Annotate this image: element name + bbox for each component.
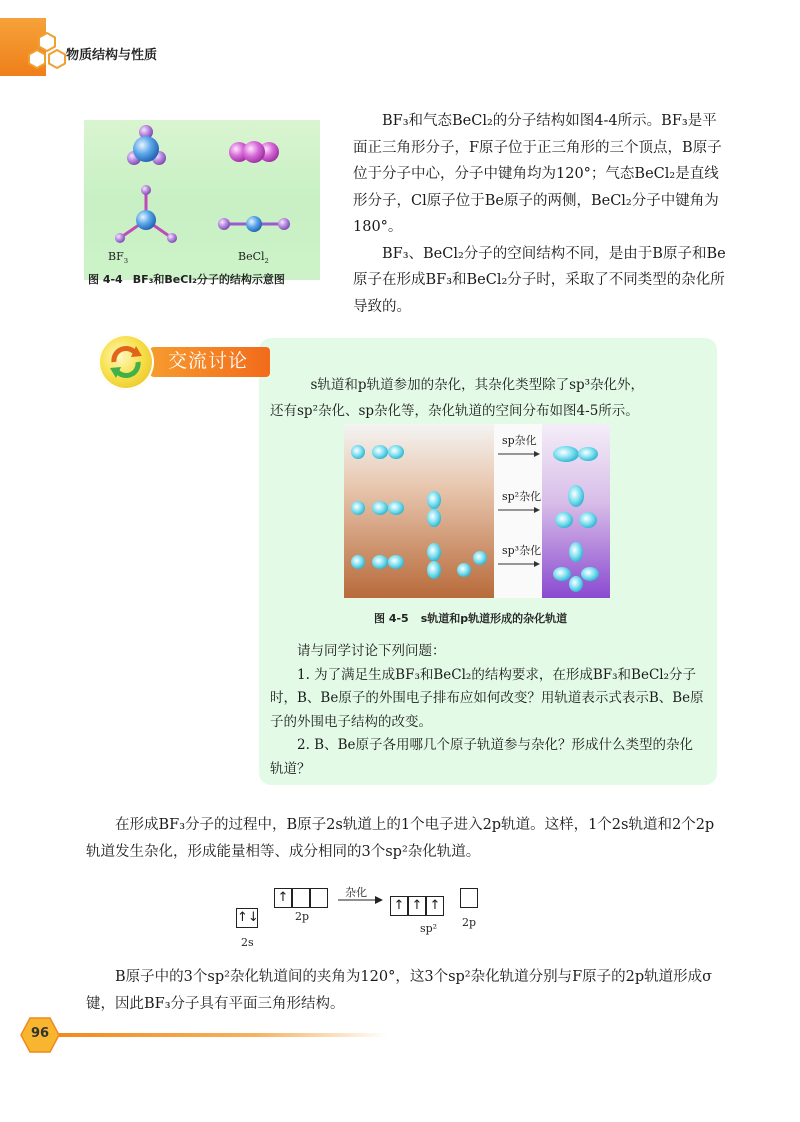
discussion-questions <box>270 640 706 781</box>
intro-paragraph-1: BF₃和气态BeCl₂的分子结构如图4-4所示。BF₃是平面正三角形分子，F原子位于正三角形的三个顶点，B原子位于分子中心，分子中键角均为120°；气态BeCl₂是直线形分子，Cl原子位于Be原子的两侧，BeCl₂分子中键角为180°。 <box>353 113 722 235</box>
orbital-box-2p-right <box>460 888 478 908</box>
discussion-prompt: 请与同学讨论下列问题： <box>297 643 446 659</box>
orbital-box-sp2-3: ↑ <box>426 896 444 916</box>
figure-4-5-image <box>344 424 610 598</box>
orbital-box-2p-2 <box>292 888 310 908</box>
label-2p-left: 2p <box>295 910 310 923</box>
question-1: 1. 为了满足生成BF₃和BeCl₂的结构要求，在形成BF₃和BeCl₂分子时，B、Be原子的外围电子排布应如何改变？用轨道表示式表示B、Be原子的外围电子结构的改变。 <box>270 666 704 730</box>
body-paragraph-1: 在形成BF₃分子的过程中，B原子2s轨道上的1个电子进入2p轨道。这样，1个2s轨道和2个2p轨道发生杂化，形成能量相等、成分相同的3个sp²杂化轨道。 <box>86 817 715 860</box>
body-paragraph-2-container <box>86 964 726 1018</box>
label-2p-right: 2p <box>462 916 477 929</box>
hybridization-arrow-icon <box>338 894 384 904</box>
label-2s: 2s <box>241 936 254 949</box>
orbital-box-2p-3 <box>310 888 328 908</box>
figure-4-4-image <box>84 120 320 280</box>
label-sp2: sp² <box>420 922 438 935</box>
arrow-label-hybridization: 杂化 <box>345 886 367 899</box>
header-title: 物质结构与性质 <box>66 48 158 63</box>
orbital-box-2s: ↑↓ <box>236 908 258 928</box>
intro-paragraph-2: BF₃、BeCl₂分子的空间结构不同，是由于B原子和Be原子在形成BF₃和BeCl₂分子时，采取了不同类型的杂化所导致的。 <box>353 245 726 315</box>
question-2: 2. B、Be原子各用哪几个原子轨道参与杂化？形成什么类型的杂化轨道？ <box>270 737 694 777</box>
page-number: 96 <box>30 1026 50 1041</box>
orbital-box-sp2-2: ↑ <box>408 896 426 916</box>
label-becl2: BeCl$_2$ <box>238 250 269 266</box>
figure-4-4-caption: 图 4-4 BF₃和BeCl₂分子的结构示意图 <box>88 273 285 286</box>
discussion-title: 交流讨论 <box>168 350 249 372</box>
figure-4-5-caption: 图 4-5 s轨道和p轨道形成的杂化轨道 <box>374 612 568 625</box>
footer-line <box>58 1033 388 1037</box>
discussion-intro: s轨道和p轨道参加的杂化，其杂化类型除了sp³杂化外， 还有sp²杂化、sp杂化等，杂化轨道的空间分布如图4-5所示。 <box>270 377 645 419</box>
discussion-exchange-icon <box>98 334 154 390</box>
label-sp-hybrid: sp杂化 <box>502 434 537 447</box>
honeycomb-icon <box>24 30 70 76</box>
orbital-box-2p-1: ↑ <box>274 888 292 908</box>
orbital-box-sp2-1: ↑ <box>390 896 408 916</box>
orbital-diagram <box>232 880 532 960</box>
intro-text <box>353 108 727 320</box>
body-paragraph-1-container <box>86 812 726 866</box>
label-sp2-hybrid: sp²杂化 <box>502 490 542 503</box>
label-bf3: $BF_3$ <box>108 250 129 266</box>
label-sp3-hybrid: sp³杂化 <box>502 544 542 557</box>
body-paragraph-2: B原子中的3个sp²杂化轨道间的夹角为120°，这3个sp²杂化轨道分别与F原子的2p轨道形成σ键，因此BF₃分子具有平面三角形结构。 <box>86 969 713 1012</box>
